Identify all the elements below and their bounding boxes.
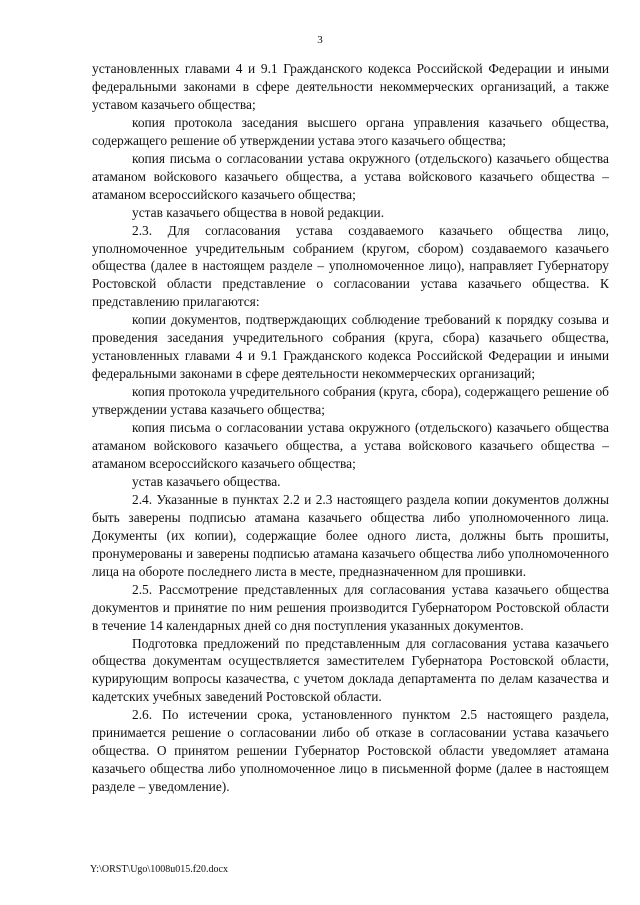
paragraph-document-copies: копии документов, подтверждающих соблюдение требований к порядку созыва и проведения заседания учредительного собрания (круга, сбора) казачьего общества, установленных главами 4 и 9.1 Гражданского кодекса Российской Федерации и иными федеральными законами в сфере деятельности некоммерческих организаций;	[92, 312, 609, 382]
paragraph-preparation: Подготовка предложений по представленным для согласования устава казачьего общества документам осуществляется заместителем Губернатора Ростовской области, курирующим вопросы казачества, с учетом доклада департамента по делам казачества и кадетских учебных заведений Ростовской области.	[92, 635, 609, 705]
paragraph-letter-copy-2: копия письма о согласовании устава окружного (отдельского) казачьего общества атаманом войскового казачьего общества, а устава войскового казачьего общества – атаманом всероссийского казачьего общества;	[92, 420, 609, 471]
paragraph-letter-copy: копия письма о согласовании устава окружного (отдельского) казачьего общества атаманом войскового казачьего общества, а устава войскового казачьего общества – атаманом всероссийского казачьего общества;	[92, 150, 609, 202]
paragraph-new-charter: устав казачьего общества в новой редакции.	[132, 204, 385, 220]
paragraph-2-5: 2.5. Рассмотрение представленных для согласования устава казачьего общества документов и принятие по ним решения производится Губернатором Ростовской области в течение 14 календарных дней со дня поступления указанных документов.	[92, 581, 609, 633]
document-body	[92, 60, 609, 796]
paragraph-2-3: 2.3. Для согласования устава создаваемого казачьего общества лицо, уполномоченное учредительным собранием (кругом, сбором) создаваемого казачьего общества (далее в настоящем разделе – уполномоченное лицо), направляет Губернатору Ростовской области представление о согласовании устава казачьего общества. К представлению прилагаются:	[92, 222, 609, 310]
footer-file-path: Y:\ORST\Ugo\1008u015.f20.docx	[90, 864, 228, 875]
paragraph-continuation: установленных главами 4 и 9.1 Гражданского кодекса Российской Федерации и иными федеральными законами в сфере деятельности некоммерческих организаций, а также уставом казачьего общества;	[92, 61, 609, 112]
paragraph-protocol-copy: копия протокола заседания высшего органа управления казачьего общества, содержащего решение об утверждении устава этого казачьего общества;	[92, 114, 609, 148]
paragraph-2-4: 2.4. Указанные в пунктах 2.2 и 2.3 настоящего раздела копии документов должны быть заверены подписью атамана казачьего общества либо уполномоченного лица. Документы (их копии), содержащие более одного листа, должны быть прошиты, пронумерованы и заверены подписью атамана казачьего общества либо уполномоченного лица на обороте последнего листа в месте, предназначенном для прошивки.	[92, 491, 609, 579]
paragraph-charter: устав казачьего общества.	[132, 473, 281, 489]
page-number: 3	[317, 34, 323, 46]
paragraph-founding-protocol: копия протокола учредительного собрания (круга, сбора), содержащего решение об утверждении устава казачьего общества;	[92, 384, 609, 418]
paragraph-2-6: 2.6. По истечении срока, установленного пунктом 2.5 настоящего раздела, принимается решение о согласовании либо об отказе в согласовании устава казачьего общества. О принятом решении Губернатор Ростовской области уведомляет атамана казачьего общества либо уполномоченное лицо в письменной форме (далее в настоящем разделе – уведомление).	[92, 707, 609, 795]
